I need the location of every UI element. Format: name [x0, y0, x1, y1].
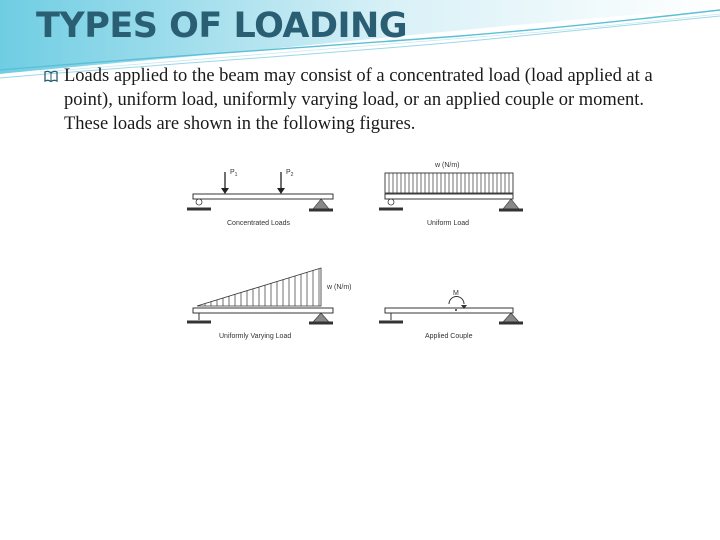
- slide-title: TYPES OF LOADING: [36, 6, 408, 46]
- bullet-text: Loads applied to the beam may consist of a concentrated load (load applied at a point), uniform load, uniformly varying load, or an applied couple or moment. These loads are shown in the following figures.: [64, 66, 653, 134]
- panel-caption: Uniform Load: [427, 220, 470, 227]
- beam: [193, 308, 333, 313]
- moment-label: M: [453, 290, 459, 297]
- load-label-p2: $P_2$: [286, 169, 294, 178]
- beam: [385, 308, 513, 313]
- beam: [385, 194, 513, 199]
- bullet-item: [44, 64, 674, 136]
- intensity-label: w (N/m): [435, 162, 460, 169]
- beam-loading-figure: [185, 158, 527, 342]
- beam: [193, 194, 333, 199]
- panel-caption: Concentrated Loads: [227, 220, 291, 227]
- intensity-label: w (N/m): [327, 284, 352, 291]
- panel-caption: Applied Couple: [425, 333, 473, 340]
- panel-caption: Uniformly Varying Load: [219, 333, 292, 340]
- load-label-p1: $P_1$: [230, 169, 238, 178]
- open-book-icon: [44, 69, 58, 83]
